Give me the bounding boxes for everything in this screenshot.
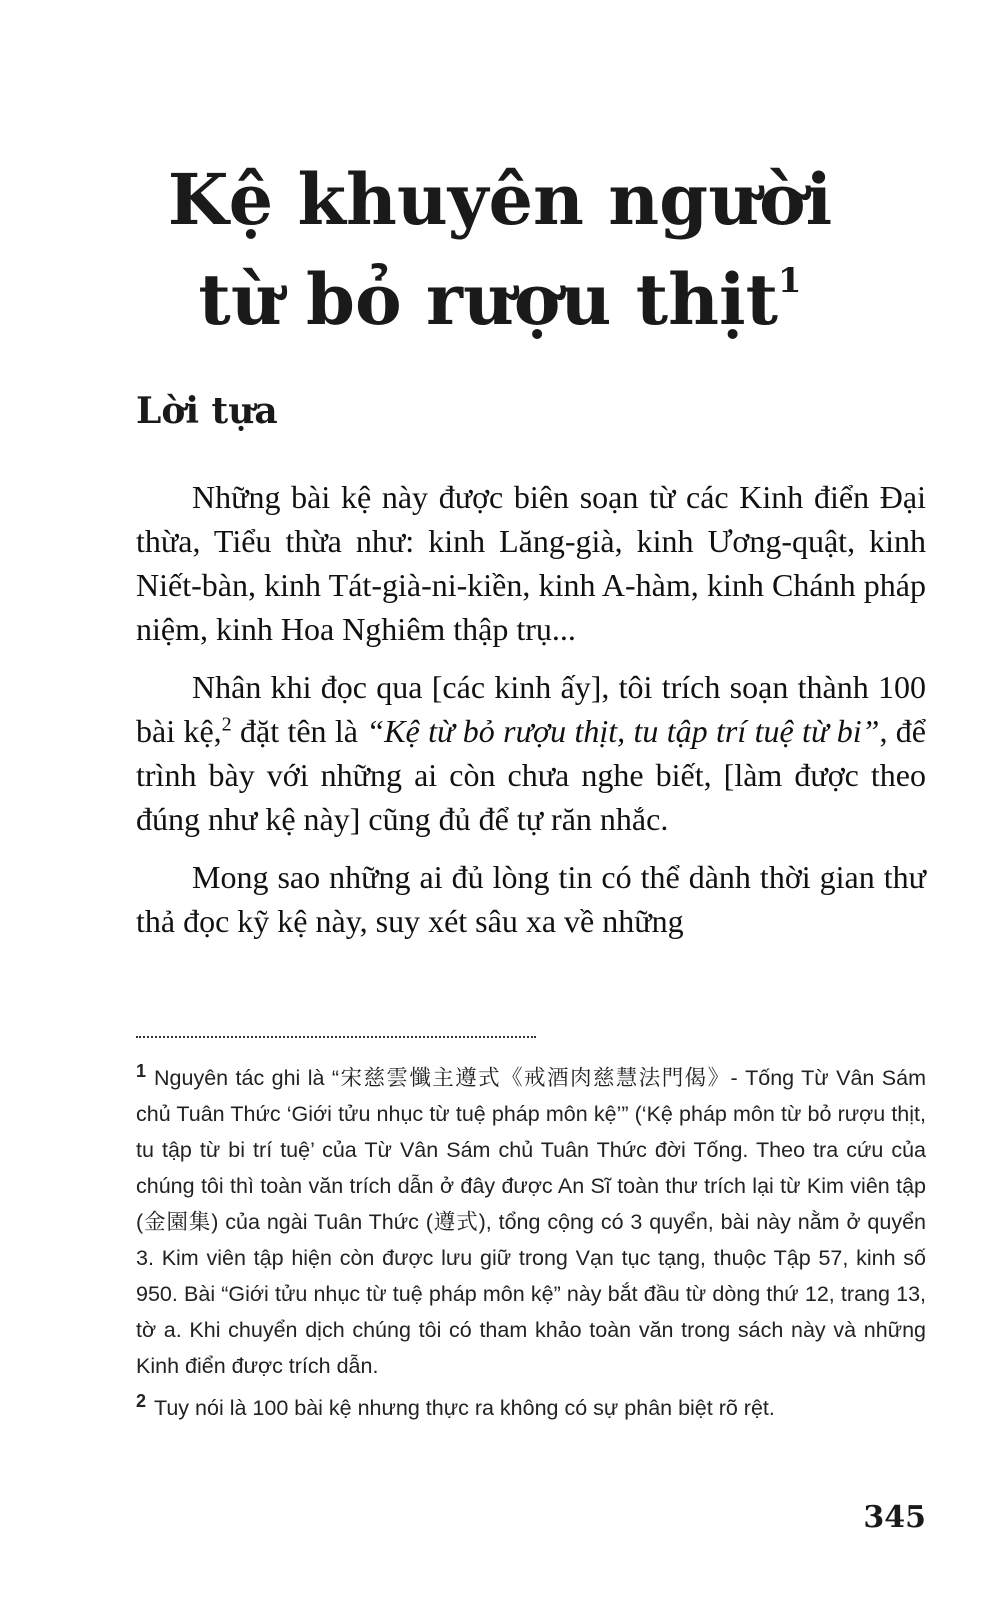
paragraph-2-part-c: , để trình bày với những ai còn chưa nghe biết, [làm được theo đúng như kệ này] cũng đủ để tự răn nhắc. bbox=[136, 713, 927, 837]
footnotes bbox=[136, 1060, 926, 1432]
paragraph-2-part-a: Nhân khi đọc qua [các kinh ấy], tôi trích soạn thành 100 bài kệ, bbox=[136, 669, 926, 749]
footnote-2-text: Tuy nói là 100 bài kệ nhưng thực ra không có sự phân biệt rõ rệt. bbox=[154, 1396, 775, 1420]
footnote-1-mark: 1 bbox=[136, 1060, 147, 1081]
footnote-2-mark: 2 bbox=[136, 1390, 147, 1411]
page-number: 345 bbox=[863, 1500, 926, 1535]
footnote-divider bbox=[136, 1036, 536, 1038]
paragraph-1: Những bài kệ này được biên soạn từ các Kinh điển Đại thừa, Tiểu thừa như: kinh Lăng-già, kinh Ương-quật, kinh Niết-bàn, kinh Tát-già-ni-kiền, kinh A-hàm, kinh Chánh pháp niệm, kinh Hoa Nghiêm thập trụ... bbox=[136, 479, 926, 647]
paragraph-2-part-b: đặt tên là bbox=[231, 713, 367, 749]
footnote-2 bbox=[136, 1390, 926, 1426]
paragraph-3: Mong sao những ai đủ lòng tin có thể dành thời gian thư thả đọc kỹ kệ này, suy xét sâu xa về những bbox=[136, 859, 926, 939]
title-footnote-ref[interactable]: 1 bbox=[777, 261, 802, 301]
paragraph-2 bbox=[136, 665, 926, 841]
page-title bbox=[0, 150, 1000, 350]
title-line-1: Kệ khuyên người bbox=[167, 158, 833, 241]
section-heading: Lời tựa bbox=[136, 390, 278, 432]
footnote-1-text: Nguyên tác ghi là “宋慈雲懺主遵式《戒酒肉慈慧法門偈》- Tống Từ Vân Sám chủ Tuân Thức ‘Giới tửu nhục từ tuệ pháp môn kệ’” (‘Kệ pháp môn từ bỏ rượu thịt, tu tập từ bi trí tuệ’ của Từ Vân Sám chủ Tuân Thức đời Tống. Theo tra cứu của chúng tôi thì toàn văn trích dẫn ở đây được An Sĩ toàn thư trích lại từ Kim viên tập (金園集) của ngài Tuân Thức (遵式), tổng cộng có 3 quyển, bài này nằm ở quyển 3. Kim viên tập hiện còn được lưu giữ trong Vạn tục tạng, thuộc Tập 57, kinh số 950. Bài “Giới tửu nhục từ tuệ pháp môn kệ” này bắt đầu từ dòng thứ 12, trang 13, tờ a. Khi chuyển dịch chúng tôi có tham khảo toàn văn trong sách này và những Kinh điển được trích dẫn. bbox=[136, 1066, 926, 1378]
paragraph-2-italic-title: “Kệ từ bỏ rượu thịt, tu tập trí tuệ từ bi” bbox=[366, 713, 880, 749]
title-line-2 bbox=[0, 250, 1000, 350]
footnote-1 bbox=[136, 1060, 926, 1384]
footnote-ref-2[interactable]: 2 bbox=[221, 713, 232, 736]
body-text bbox=[136, 475, 926, 957]
title-line-2-text: từ bỏ rượu thịt bbox=[198, 258, 778, 341]
